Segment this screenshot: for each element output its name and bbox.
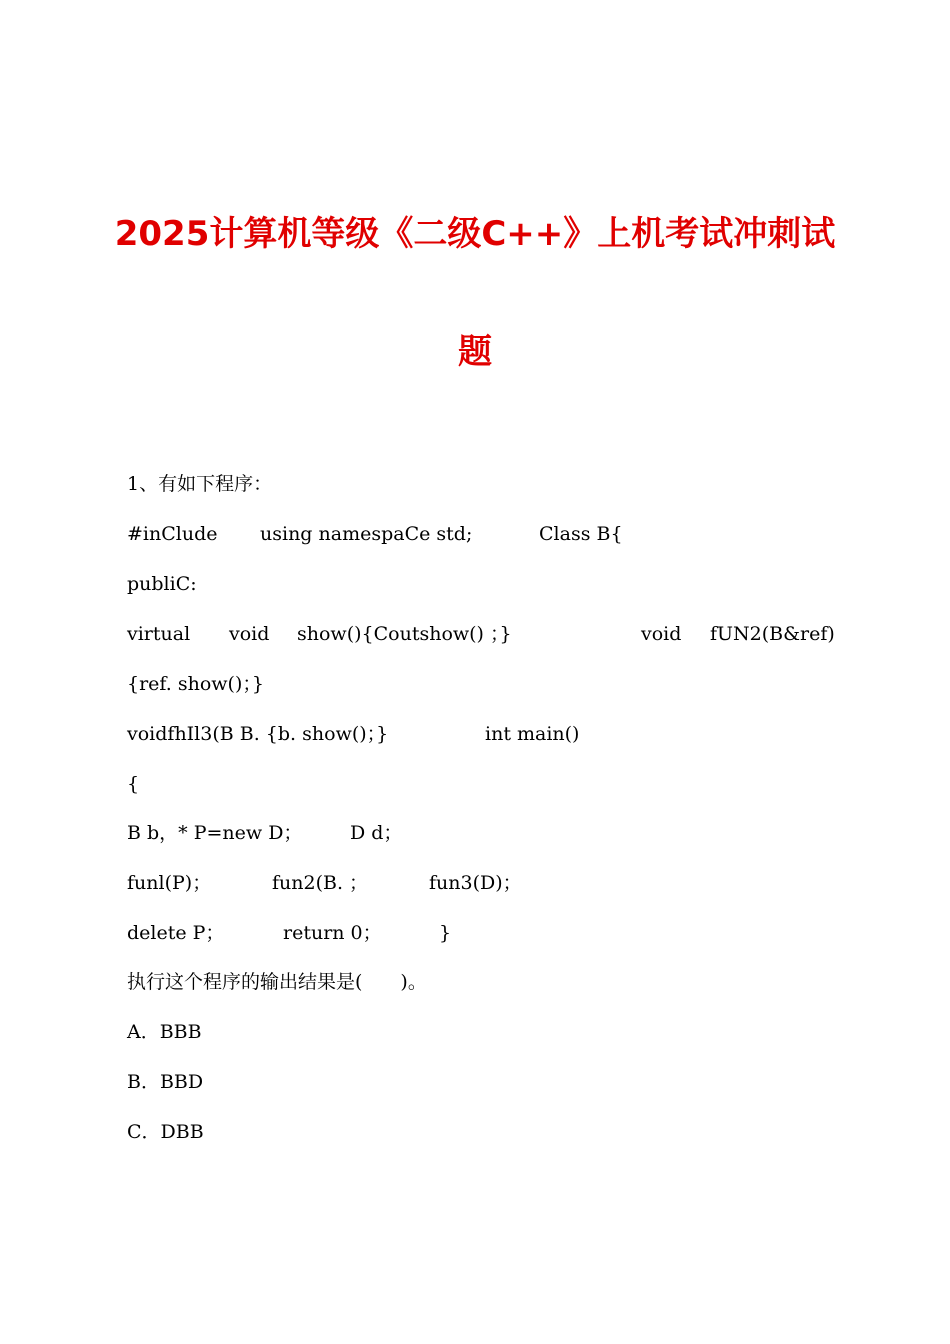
code-show-def: show(){Coutshow() ；} bbox=[297, 623, 512, 645]
code-using-namespace: using namespaCe std; bbox=[260, 523, 473, 545]
option-b: B．BBD bbox=[127, 1071, 204, 1093]
question-intro: 1、有如下程序： bbox=[127, 473, 273, 495]
document-title-line-1: 2025计算机等级《二级C++》上机考试冲刺试 bbox=[114, 214, 836, 254]
code-fun2-call: fun2(B. ； bbox=[272, 872, 369, 894]
code-close-brace: } bbox=[439, 922, 452, 944]
code-fun3-call: fun3(D)； bbox=[429, 872, 522, 894]
code-d-decl: D d； bbox=[350, 822, 403, 844]
code-fun2-decl: fUN2(B&ref) bbox=[710, 623, 835, 645]
option-a: A．BBB bbox=[127, 1021, 202, 1043]
code-return: return 0； bbox=[283, 922, 382, 944]
code-new-d: B b，* P=new D； bbox=[127, 822, 303, 844]
code-fun3-def: voidfhIl3(B B. {b. show()；} bbox=[127, 723, 389, 745]
code-fun1-call: funl(P)； bbox=[127, 872, 212, 894]
question-prompt: 执行这个程序的输出结果是( )。 bbox=[127, 971, 427, 993]
code-delete: delete P； bbox=[127, 922, 225, 944]
code-include: #inClude bbox=[127, 523, 218, 545]
code-line-ref-show: {ref. show()；} bbox=[127, 673, 264, 695]
code-line-open-brace: { bbox=[127, 773, 140, 795]
code-virtual: virtual bbox=[127, 623, 191, 645]
code-line-public: publiC: bbox=[127, 573, 197, 595]
code-main-decl: int main() bbox=[485, 723, 580, 745]
code-void-1: void bbox=[229, 623, 270, 645]
option-c: C．DBB bbox=[127, 1121, 204, 1143]
code-void-2: void bbox=[641, 623, 682, 645]
code-class-decl: Class B{ bbox=[539, 523, 623, 545]
document-title-line-2: 题 bbox=[458, 332, 492, 372]
